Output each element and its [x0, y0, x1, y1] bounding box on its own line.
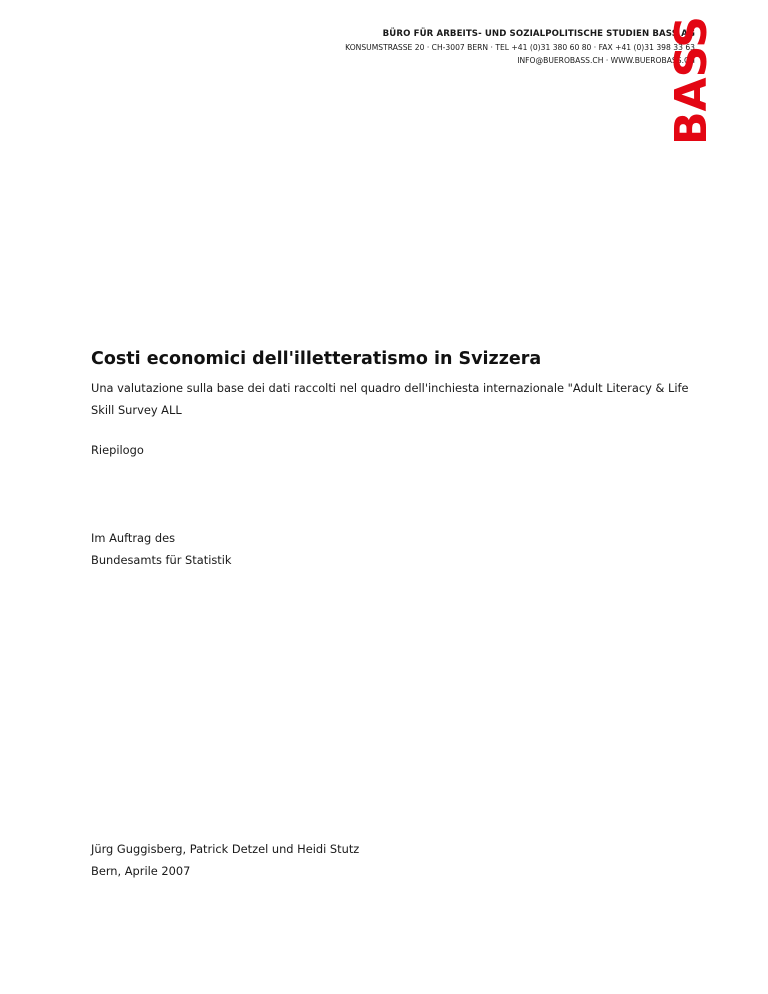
authors-block: [91, 838, 359, 882]
document-subtitle: Una valutazione sulla base dei dati raccolti nel quadro dell'inchiesta internazionale "Adult Literacy & Life Skill Survey ALL: [91, 381, 689, 417]
summary-label: Riepilogo: [91, 443, 144, 457]
commission-block: [91, 527, 232, 571]
authors: Jürg Guggisberg, Patrick Detzel und Heidi Stutz: [91, 842, 360, 856]
bass-logo: BASS: [666, 16, 717, 145]
letterhead: [345, 28, 695, 67]
company-address: KONSUMSTRASSE 20 · CH-3007 BERN · TEL +41 (0)31 380 60 80 · FAX +41 (0)31 398 33 63: [345, 43, 695, 52]
commissioning-office: Bundesamts für Statistik: [91, 553, 232, 567]
company-web: INFO@BUEROBASS.CH · WWW.BUEROBASS.CH: [517, 56, 695, 65]
place-date: Bern, Aprile 2007: [91, 864, 191, 878]
company-name: BÜRO FÜR ARBEITS- UND SOZIALPOLITISCHE STUDIEN BASS AG: [382, 29, 695, 39]
commission-line: Im Auftrag des: [91, 531, 176, 545]
document-title: Costi economici dell'illetteratismo in Svizzera: [91, 349, 542, 369]
